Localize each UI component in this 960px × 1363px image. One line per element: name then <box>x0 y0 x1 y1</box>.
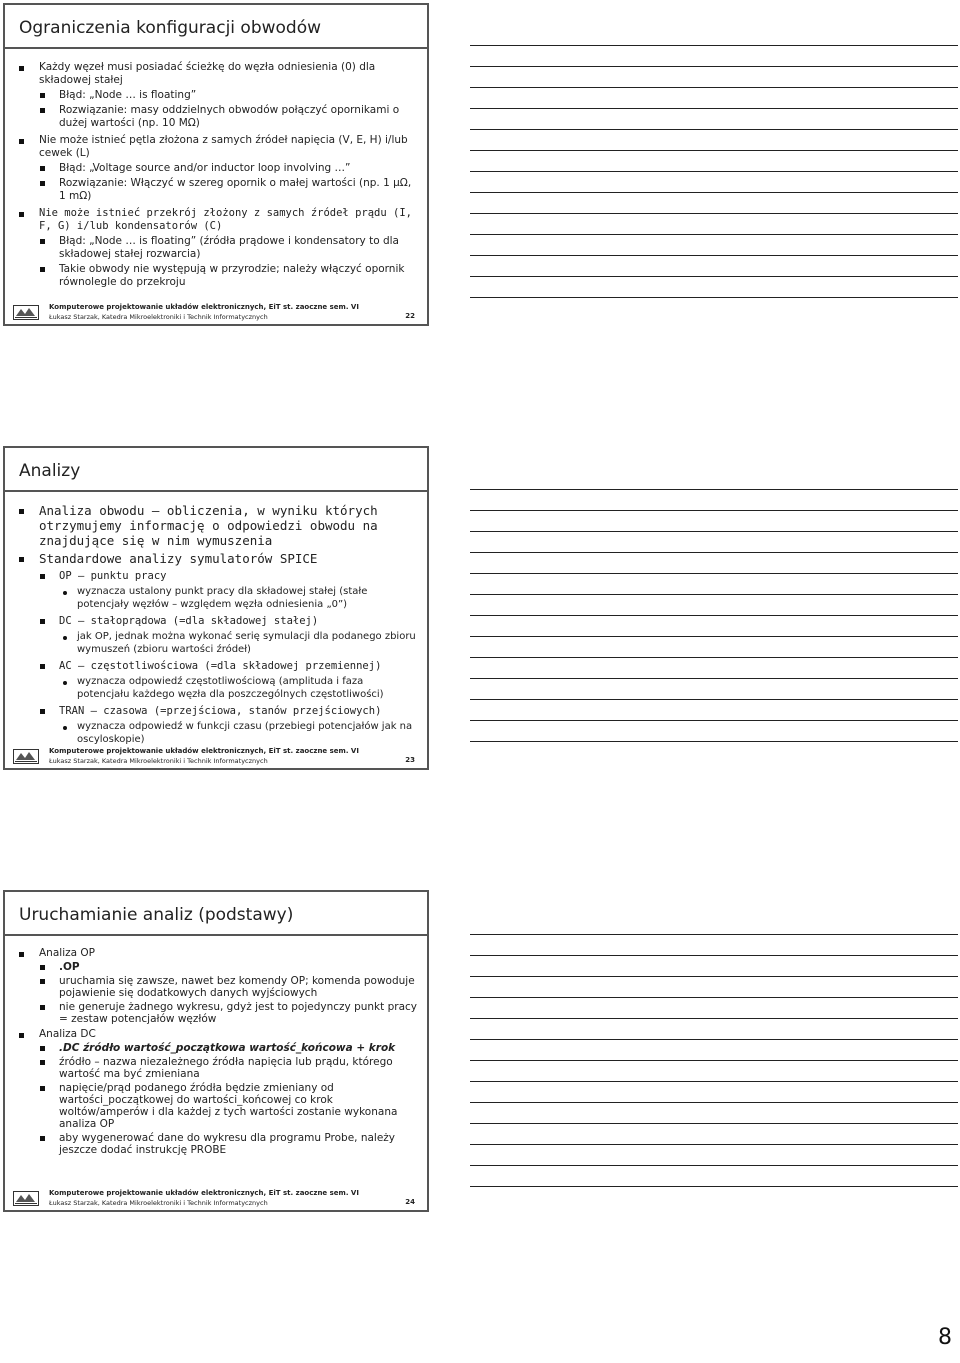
note-line <box>470 1060 958 1061</box>
list-item: OP – punktu pracy <box>19 570 417 583</box>
list-item: Analiza DC <box>19 1028 417 1040</box>
square-bullet-icon <box>40 267 45 272</box>
slide-24 <box>3 890 429 1212</box>
slide-23 <box>3 446 429 770</box>
note-line <box>470 1018 958 1019</box>
note-line <box>470 1039 958 1040</box>
note-line <box>470 1144 958 1145</box>
note-line <box>470 615 958 616</box>
square-bullet-icon <box>19 557 24 562</box>
list-item: nie generuje żadnego wykresu, gdyż jest to pojedynczy punkt pracy = zestaw potencjałów węzłów <box>19 1001 417 1025</box>
note-line <box>470 1081 958 1082</box>
list-item: napięcie/prąd podanego źródła będzie zmieniany od wartości_początkowej do wartości_końcowej co krok woltów/amperów i dla każdej z tych wartości zostanie wykonana analiza OP <box>19 1082 417 1130</box>
slide-page-number: 24 <box>405 1198 415 1206</box>
note-line <box>470 108 958 109</box>
round-bullet-icon <box>63 636 67 640</box>
sheet-page-number: 8 <box>938 1325 952 1350</box>
footer-author: Łukasz Starzak, Katedra Mikroelektroniki i Technik Informatycznych <box>49 757 268 765</box>
slide-page-number: 23 <box>405 756 415 764</box>
slide-title: Uruchamianie analiz (podstawy) <box>19 905 294 925</box>
note-line <box>470 1165 958 1166</box>
list-item: wyznacza odpowiedź w funkcji czasu (przebiegi potencjałów jak na oscyloskopie) <box>19 721 417 746</box>
university-logo-icon <box>13 305 39 320</box>
list-item: Rozwiązanie: Włączyć w szereg opornik o małej wartości (np. 1 µΩ, 1 mΩ) <box>19 177 417 203</box>
note-line <box>470 678 958 679</box>
square-bullet-icon <box>40 619 45 624</box>
list-item: .DC źródło wartość_początkowa wartość_końcowa + krok <box>19 1042 417 1054</box>
note-line <box>470 720 958 721</box>
square-bullet-icon <box>40 1086 45 1091</box>
note-line <box>470 129 958 130</box>
list-item: Nie może istnieć pętla złożona z samych źródeł napięcia (V, E, H) i/lub cewek (L) <box>19 134 417 160</box>
slide-22 <box>3 3 429 326</box>
note-line <box>470 192 958 193</box>
notes-area-3 <box>470 934 958 1207</box>
square-bullet-icon <box>40 1005 45 1010</box>
square-bullet-icon <box>40 181 45 186</box>
square-bullet-icon <box>40 1060 45 1065</box>
slide-content <box>19 57 417 289</box>
list-item: DC – stałoprądowa (=dla składowej stałej) <box>19 615 417 628</box>
notes-area-2 <box>470 489 958 762</box>
list-item: jak OP, jednak można wykonać serię symulacji dla podanego zbioru wymuszeń (zbioru wartości źródeł) <box>19 631 417 656</box>
list-item: uruchamia się zawsze, nawet bez komendy OP; komenda powoduje pojawienie się dodatkowych danych wyjściowych <box>19 975 417 999</box>
slide-footer <box>5 302 427 324</box>
note-line <box>470 45 958 46</box>
note-line <box>470 150 958 151</box>
note-line <box>470 87 958 88</box>
title-divider <box>5 934 427 936</box>
square-bullet-icon <box>19 212 24 217</box>
note-line <box>470 997 958 998</box>
square-bullet-icon <box>19 509 24 514</box>
slide-footer <box>5 1188 427 1210</box>
list-item: źródło – nazwa niezależnego źródła napięcia lub prądu, którego wartość ma być zmieniana <box>19 1056 417 1080</box>
note-line <box>470 1102 958 1103</box>
list-item: Rozwiązanie: masy oddzielnych obwodów połączyć opornikami o dużej wartości (np. 10 MΩ) <box>19 104 417 130</box>
list-item: wyznacza odpowiedź częstotliwościową (amplituda i faza potencjału każdego węzła dla poszczególnych częstotliwości) <box>19 676 417 701</box>
square-bullet-icon <box>40 965 45 970</box>
title-divider <box>5 490 427 492</box>
note-line <box>470 573 958 574</box>
square-bullet-icon <box>40 166 45 171</box>
note-line <box>470 66 958 67</box>
slide-page-number: 22 <box>405 312 415 320</box>
footer-course: Komputerowe projektowanie układów elektronicznych, EiT st. zaoczne sem. VI <box>49 1189 359 1197</box>
note-line <box>470 636 958 637</box>
note-line <box>470 255 958 256</box>
note-line <box>470 976 958 977</box>
note-line <box>470 934 958 935</box>
note-line <box>470 552 958 553</box>
list-item: .OP <box>19 961 417 973</box>
note-line <box>470 741 958 742</box>
list-item: Błąd: „Node … is floating” <box>19 89 417 102</box>
square-bullet-icon <box>40 1136 45 1141</box>
note-line <box>470 955 958 956</box>
note-line <box>470 657 958 658</box>
square-bullet-icon <box>40 1046 45 1051</box>
footer-author: Łukasz Starzak, Katedra Mikroelektroniki i Technik Informatycznych <box>49 313 268 321</box>
note-line <box>470 510 958 511</box>
square-bullet-icon <box>40 93 45 98</box>
footer-course: Komputerowe projektowanie układów elektronicznych, EiT st. zaoczne sem. VI <box>49 747 359 755</box>
slide-title: Analizy <box>19 461 81 481</box>
university-logo-icon <box>13 749 39 764</box>
list-item: Analiza OP <box>19 947 417 959</box>
round-bullet-icon <box>63 591 67 595</box>
list-item: aby wygenerować dane do wykresu dla programu Probe, należy jeszcze dodać instrukcję PROBE <box>19 1132 417 1156</box>
list-item: Błąd: „Node … is floating” (źródła prądowe i kondensatory to dla składowej stałej rozwarcia) <box>19 235 417 261</box>
notes-area-1 <box>470 45 958 318</box>
slide-content <box>19 500 417 746</box>
list-item: Standardowe analizy symulatorów SPICE <box>19 551 417 566</box>
note-line <box>470 699 958 700</box>
note-line <box>470 276 958 277</box>
note-line <box>470 1186 958 1187</box>
title-divider <box>5 47 427 49</box>
note-line <box>470 489 958 490</box>
list-item: Każdy węzeł musi posiadać ścieżkę do węzła odniesienia (0) dla składowej stałej <box>19 61 417 87</box>
list-item: Nie może istnieć przekrój złożony z samych źródeł prądu (I, F, G) i/lub kondensatorów (C) <box>19 207 417 233</box>
list-item: Analiza obwodu – obliczenia, w wyniku których otrzymujemy informację o odpowiedzi obwodu na znajdujące się w nim wymuszenia <box>19 503 417 548</box>
square-bullet-icon <box>40 709 45 714</box>
university-logo-icon <box>13 1191 39 1206</box>
square-bullet-icon <box>19 66 24 71</box>
footer-course: Komputerowe projektowanie układów elektronicznych, EiT st. zaoczne sem. VI <box>49 303 359 311</box>
square-bullet-icon <box>19 1033 24 1038</box>
square-bullet-icon <box>40 979 45 984</box>
square-bullet-icon <box>19 952 24 957</box>
list-item: Błąd: „Voltage source and/or inductor loop involving …” <box>19 162 417 175</box>
list-item: wyznacza ustalony punkt pracy dla składowej stałej (stałe potencjały węzłów – względem węzła odniesienia „0”) <box>19 586 417 611</box>
square-bullet-icon <box>19 139 24 144</box>
square-bullet-icon <box>40 108 45 113</box>
list-item: Takie obwody nie występują w przyrodzie; należy włączyć opornik równolegle do przekroju <box>19 263 417 289</box>
round-bullet-icon <box>63 681 67 685</box>
square-bullet-icon <box>40 239 45 244</box>
list-item: TRAN – czasowa (=przejściowa, stanów przejściowych) <box>19 705 417 718</box>
round-bullet-icon <box>63 726 67 730</box>
square-bullet-icon <box>40 664 45 669</box>
note-line <box>470 1123 958 1124</box>
slide-title: Ograniczenia konfiguracji obwodów <box>19 18 322 38</box>
note-line <box>470 297 958 298</box>
slide-content <box>19 944 417 1156</box>
list-item: AC – częstotliwościowa (=dla składowej przemiennej) <box>19 660 417 673</box>
slide-footer <box>5 746 427 768</box>
square-bullet-icon <box>40 574 45 579</box>
note-line <box>470 213 958 214</box>
note-line <box>470 234 958 235</box>
note-line <box>470 171 958 172</box>
note-line <box>470 531 958 532</box>
note-line <box>470 594 958 595</box>
footer-author: Łukasz Starzak, Katedra Mikroelektroniki i Technik Informatycznych <box>49 1199 268 1207</box>
